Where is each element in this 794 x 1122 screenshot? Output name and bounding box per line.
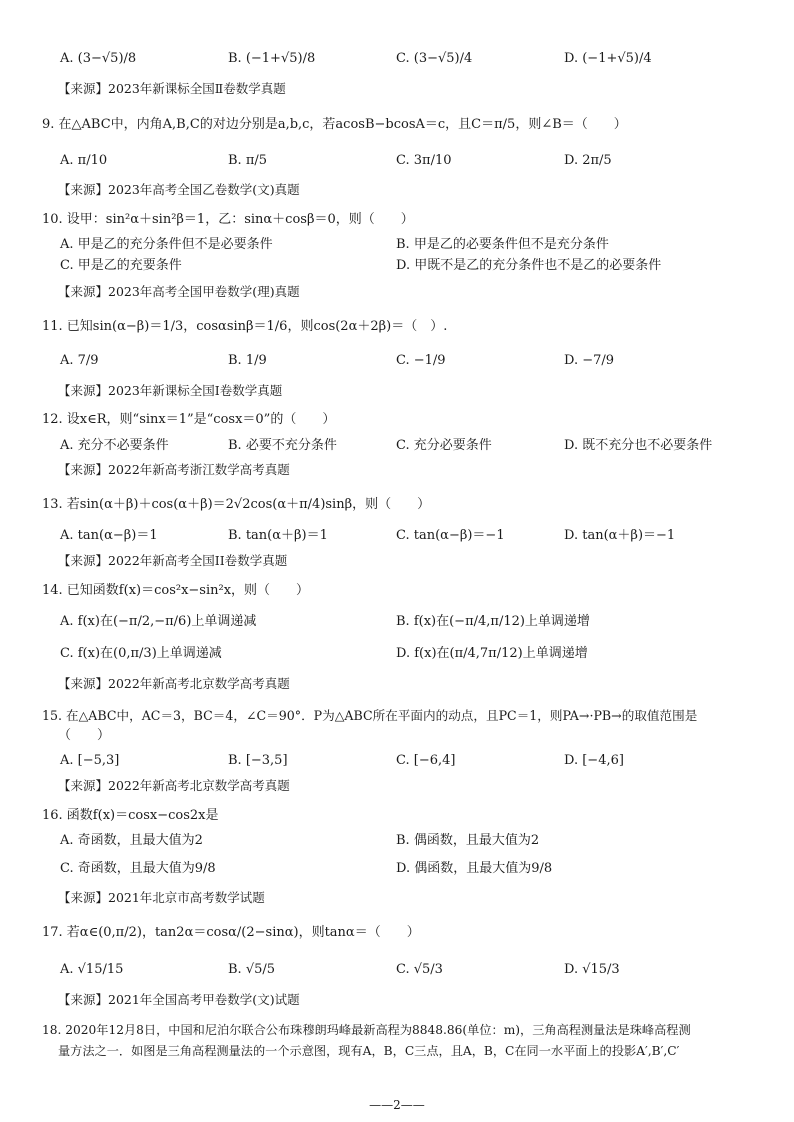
q12-option-a: A. 充分不必要条件 [60, 438, 169, 453]
q10-stem: 10. 设甲：sin²α＋sin²β＝1，乙：sinα＋cosβ＝0，则（ ） [42, 212, 414, 227]
q8-source: 【来源】2023年新课标全国Ⅱ卷数学真题 [58, 81, 286, 96]
q12-option-b: B. 必要不充分条件 [228, 438, 337, 453]
q13-option-a: A. tan(α−β)＝1 [60, 528, 158, 543]
q9-option-b: B. π/5 [228, 153, 268, 168]
q12-option-d: D. 既不充分也不必要条件 [564, 438, 713, 453]
q8-option-a: A. (3−√5)/8 [60, 51, 137, 66]
q15-stem: 15. 在△ABC中，AC＝3，BC＝4，∠C＝90°．P为△ABC所在平面内的动点，且PC＝1，则PA→·PB→的取值范围是 [42, 708, 698, 723]
q14-source: 【来源】2022年新高考北京数学高考真题 [58, 676, 290, 691]
q15-option-b: B. [−3,5] [228, 753, 288, 768]
page-number: ——2—— [369, 1098, 425, 1112]
q9-option-c: C. 3π/10 [396, 153, 452, 168]
q14-option-d: D. f(x)在(π/4,7π/12)上单调递增 [396, 646, 588, 661]
q9-option-a: A. π/10 [60, 153, 108, 168]
q13-source: 【来源】2022年新高考全国II卷数学真题 [58, 553, 288, 568]
q13-stem: 13. 若sin(α＋β)＋cos(α＋β)＝2√2cos(α＋π/4)sinβ，则（ ） [42, 497, 431, 512]
q10-option-c: C. 甲是乙的充要条件 [60, 258, 182, 273]
q12-option-c: C. 充分必要条件 [396, 438, 492, 453]
q8-option-b: B. (−1+√5)/8 [228, 51, 316, 66]
q11-option-b: B. 1/9 [228, 353, 267, 368]
q12-stem: 12. 设x∈R，则“sinx＝1”是“cosx＝0”的（ ） [42, 412, 336, 427]
q17-option-b: B. √5/5 [228, 962, 276, 977]
q17-stem: 17. 若α∈(0,π/2)，tan2α＝cosα/(2−sinα)，则tanα＝（ ） [42, 925, 420, 940]
q14-option-a: A. f(x)在(−π/2,−π/6)上单调递减 [60, 614, 257, 629]
q9-option-d: D. 2π/5 [564, 153, 612, 168]
q15-option-d: D. [−4,6] [564, 753, 624, 768]
q16-option-a: A. 奇函数，且最大值为2 [60, 833, 203, 848]
q11-source: 【来源】2023年新课标全国Ⅰ卷数学真题 [58, 383, 283, 398]
q8-option-c: C. (3−√5)/4 [396, 51, 473, 66]
q10-option-b: B. 甲是乙的必要条件但不是充分条件 [396, 237, 609, 252]
q13-option-b: B. tan(α＋β)＝1 [228, 528, 328, 543]
q14-option-b: B. f(x)在(−π/4,π/12)上单调递增 [396, 614, 590, 629]
q12-source: 【来源】2022年新高考浙江数学高考真题 [58, 462, 290, 477]
q10-option-d: D. 甲既不是乙的充分条件也不是乙的必要条件 [396, 258, 662, 273]
q15-source: 【来源】2022年新高考北京数学高考真题 [58, 778, 290, 793]
q18-line2: 量方法之一．如图是三角高程测量法的一个示意图，现有A，B，C三点，且A，B，C在同一水平面上的投影A′,B′,C′ [58, 1044, 680, 1058]
q10-option-a: A. 甲是乙的充分条件但不是必要条件 [60, 237, 273, 252]
q17-option-c: C. √5/3 [396, 962, 443, 977]
q16-stem: 16. 函数f(x)＝cosx−cos2x是 [42, 808, 219, 823]
q17-option-d: D. √15/3 [564, 962, 620, 977]
q11-option-c: C. −1/9 [396, 353, 446, 368]
q17-option-a: A. √15/15 [60, 962, 124, 977]
q15-option-a: A. [−5,3] [60, 753, 120, 768]
q16-source: 【来源】2021年北京市高考数学试题 [58, 890, 265, 905]
q17-source: 【来源】2021年全国高考甲卷数学(文)试题 [58, 992, 300, 1007]
q13-option-d: D. tan(α＋β)＝−1 [564, 528, 676, 543]
q10-source: 【来源】2023年高考全国甲卷数学(理)真题 [58, 284, 300, 299]
q11-option-a: A. 7/9 [60, 353, 99, 368]
q14-stem: 14. 已知函数f(x)＝cos²x−sin²x，则（ ） [42, 583, 310, 598]
q16-option-c: C. 奇函数，且最大值为9/8 [60, 861, 216, 876]
q16-option-d: D. 偶函数，且最大值为9/8 [396, 861, 553, 876]
q14-option-c: C. f(x)在(0,π/3)上单调递减 [60, 646, 222, 661]
q15-stem-cont: （ ） [58, 728, 111, 743]
q11-stem: 11. 已知sin(α−β)＝1/3，cosαsinβ＝1/6，则cos(2α＋2β)＝（ ）. [42, 319, 448, 334]
q18-line1: 18. 2020年12月8日，中国和尼泊尔联合公布珠穆朗玛峰最新高程为8848.86(单位：m)，三角高程测量法是珠峰高程测 [42, 1023, 691, 1037]
q16-option-b: B. 偶函数，且最大值为2 [396, 833, 540, 848]
q9-source: 【来源】2023年高考全国乙卷数学(文)真题 [58, 182, 300, 197]
q15-option-c: C. [−6,4] [396, 753, 456, 768]
q13-option-c: C. tan(α−β)＝−1 [396, 528, 505, 543]
q11-option-d: D. −7/9 [564, 353, 615, 368]
q9-stem: 9. 在△ABC中，内角A,B,C的对边分别是a,b,c，若acosB−bcosA＝c，且C＝π/5，则∠B＝（ ） [42, 117, 627, 132]
q8-option-d: D. (−1+√5)/4 [564, 51, 652, 66]
